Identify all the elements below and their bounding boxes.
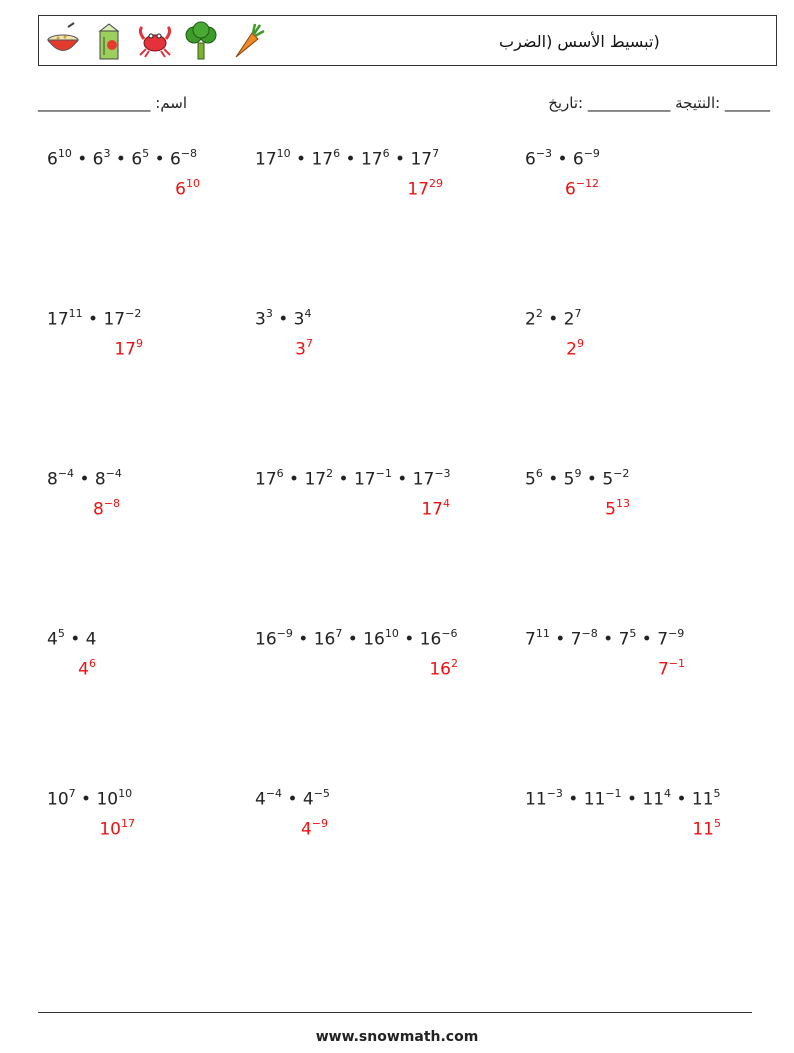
problem-answer: $11^5$	[692, 817, 721, 840]
problem-answer: $16^2$	[429, 657, 458, 680]
problem-answer: $17^{29}$	[407, 177, 443, 200]
footer-divider	[38, 1012, 752, 1013]
problem-answer: $17^4$	[421, 497, 450, 520]
problem-expression: $8^{-4}$ • $8^{-4}$	[47, 467, 122, 490]
problem-expression: $3^3$ • $3^4$	[255, 307, 312, 330]
rice-bowl-icon	[44, 21, 82, 61]
problem-expression: $16^{-9}$ • $16^7$ • $16^{10}$ • $16^{-6}$	[255, 627, 458, 650]
problem-answer: $7^{-1}$	[657, 657, 685, 680]
icon-row	[44, 21, 266, 61]
problem-answer: $10^{17}$	[99, 817, 135, 840]
problem-expression: $5^6$ • $5^9$ • $5^{-2}$	[525, 467, 630, 490]
problem-answer: $5^{13}$	[605, 497, 630, 520]
juice-carton-icon	[90, 21, 128, 61]
problem-expression: $10^7$ • $10^{10}$	[47, 787, 133, 810]
problem-expression: $17^{11}$ • $17^{-2}$	[47, 307, 142, 330]
problem-answer: $4^{-9}$	[300, 817, 328, 840]
problem-expression: $4^5$ • 4	[47, 627, 97, 650]
problem-answer: $6^{10}$	[175, 177, 200, 200]
footer-url: www.snowmath.com	[315, 1029, 479, 1045]
problem-expression: $7^{11}$ • $7^{-8}$ • $7^5$ • $7^{-9}$	[525, 627, 685, 650]
problem-answer: $8^{-8}$	[92, 497, 120, 520]
problem-expression: $2^2$ • $2^7$	[525, 307, 582, 330]
problem-expression: $17^{10}$ • $17^6$ • $17^6$ • $17^7$	[255, 147, 440, 170]
problem-expression: $6^{10}$ • $6^3$ • $6^5$ • $6^{-8}$	[47, 147, 198, 170]
broccoli-icon	[182, 21, 220, 61]
problem-expression: $11^{-3}$ • $11^{-1}$ • $11^4$ • $11^5$	[525, 787, 721, 810]
problem-expression: $17^6$ • $17^2$ • $17^{-1}$ • $17^{-3}$	[255, 467, 451, 490]
problem-expression: $4^{-4}$ • $4^{-5}$	[255, 787, 330, 810]
problem-answer: $17^9$	[114, 337, 143, 360]
problem-expression: $6^{-3}$ • $6^{-9}$	[525, 147, 600, 170]
problem-answer: $3^7$	[295, 337, 313, 360]
problem-answer: $6^{-12}$	[564, 177, 599, 200]
problem-answer: $4^6$	[78, 657, 96, 680]
problem-answer: $2^9$	[566, 337, 584, 360]
carrot-icon	[228, 21, 266, 61]
name-field: _______________ :اسم	[38, 94, 188, 112]
crab-icon	[136, 21, 174, 61]
date-score-field: النتيجة ___________ :تاريخ: ______	[548, 94, 770, 112]
worksheet-header	[38, 15, 777, 66]
worksheet-title: (تبسيط الأسس (الضرب	[499, 32, 660, 51]
